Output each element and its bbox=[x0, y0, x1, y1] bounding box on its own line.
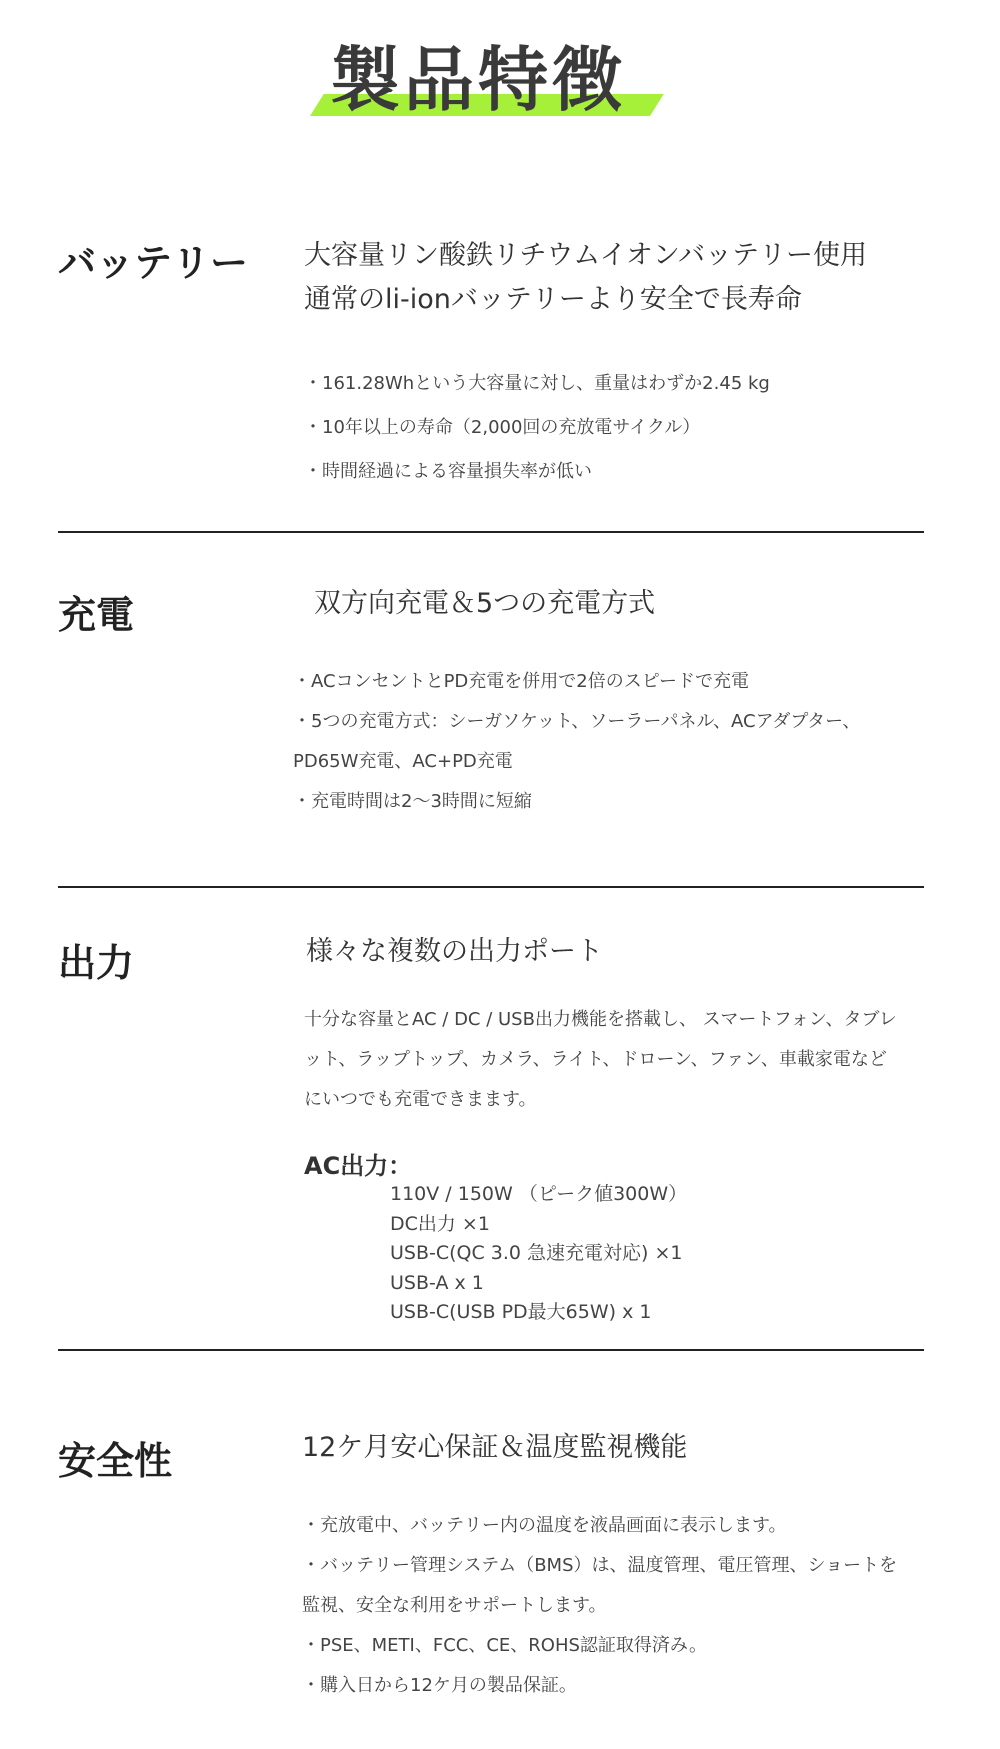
list-item: 監視、安全な利用をサポートします。 bbox=[302, 1595, 607, 1616]
body-line: ット、ラップトップ、カメラ、ライト、ドローン、ファン、車載家電など bbox=[304, 1049, 887, 1070]
section-divider bbox=[58, 1349, 924, 1351]
section-label-safety: 安全性 bbox=[58, 1439, 173, 1483]
page-title: 製品特徴 bbox=[330, 39, 626, 121]
list-item: ・5つの充電方式：シーガソケット、ソーラーパネル、ACアダプター、 bbox=[293, 711, 861, 732]
charging-lead: 双方向充電＆5つの充電方式 bbox=[314, 588, 656, 619]
list-item: ・充電時間は2〜3時間に短縮 bbox=[293, 791, 532, 812]
list-item: PD65W充電、AC+PD充電 bbox=[293, 751, 513, 772]
list-item: ・時間経過による容量損失率が低い bbox=[304, 461, 592, 482]
spec-item: USB-C(QC 3.0 急速充電対応) ×1 bbox=[390, 1242, 683, 1264]
list-item: ・PSE、METI、FCC、CE、ROHS認証取得済み。 bbox=[302, 1635, 708, 1656]
body-line: にいつでも充電できまます。 bbox=[304, 1089, 537, 1110]
body-line: 十分な容量とAC / DC / USB出力機能を搭載し、 スマートフォン、タブレ bbox=[304, 1009, 897, 1030]
spec-item: USB-A x 1 bbox=[390, 1271, 484, 1294]
section-label-charging: 充電 bbox=[58, 593, 135, 637]
spec-title: AC出力： bbox=[304, 1152, 413, 1180]
output-body bbox=[304, 1000, 897, 1120]
spec-item: DC出力 ×1 bbox=[390, 1212, 490, 1235]
section-label-output: 出力 bbox=[58, 941, 135, 985]
battery-bullets bbox=[304, 362, 770, 494]
list-item: ・購入日から12ケ月の製品保証。 bbox=[302, 1675, 577, 1696]
safety-lead: 12ケ月安心保証＆温度監視機能 bbox=[302, 1432, 688, 1463]
section-label-battery: バッテリー bbox=[58, 241, 249, 285]
spec-item: USB-C(USB PD最大65W) x 1 bbox=[390, 1301, 652, 1323]
spec-item: 110V / 150W （ピーク値300W） bbox=[390, 1183, 688, 1205]
output-lead: 様々な複数の出力ポート bbox=[306, 936, 603, 967]
safety-bullets bbox=[302, 1506, 897, 1706]
header-title-block bbox=[310, 36, 650, 124]
list-item: ・161.28Whという大容量に対し、重量はわずか2.45 kg bbox=[304, 373, 770, 394]
charging-bullets bbox=[293, 662, 860, 822]
battery-lead bbox=[304, 234, 867, 322]
list-item: ・10年以上の寿命（2,000回の充放電サイクル） bbox=[304, 417, 701, 438]
section-divider bbox=[58, 886, 924, 888]
battery-lead-line: 大容量リン酸鉄リチウムイオンバッテリー使用 bbox=[304, 240, 867, 271]
battery-lead-line: 通常のli-ionバッテリーより安全で長寿命 bbox=[304, 284, 802, 315]
spec-list bbox=[390, 1180, 687, 1328]
list-item: ・バッテリー管理システム（BMS）は、温度管理、電圧管理、ショートを bbox=[302, 1555, 898, 1576]
list-item: ・ACコンセントとPD充電を併用で2倍のスピードで充電 bbox=[293, 671, 750, 692]
section-divider bbox=[58, 531, 924, 533]
list-item: ・充放電中、バッテリー内の温度を液晶画面に表示します。 bbox=[302, 1515, 787, 1536]
